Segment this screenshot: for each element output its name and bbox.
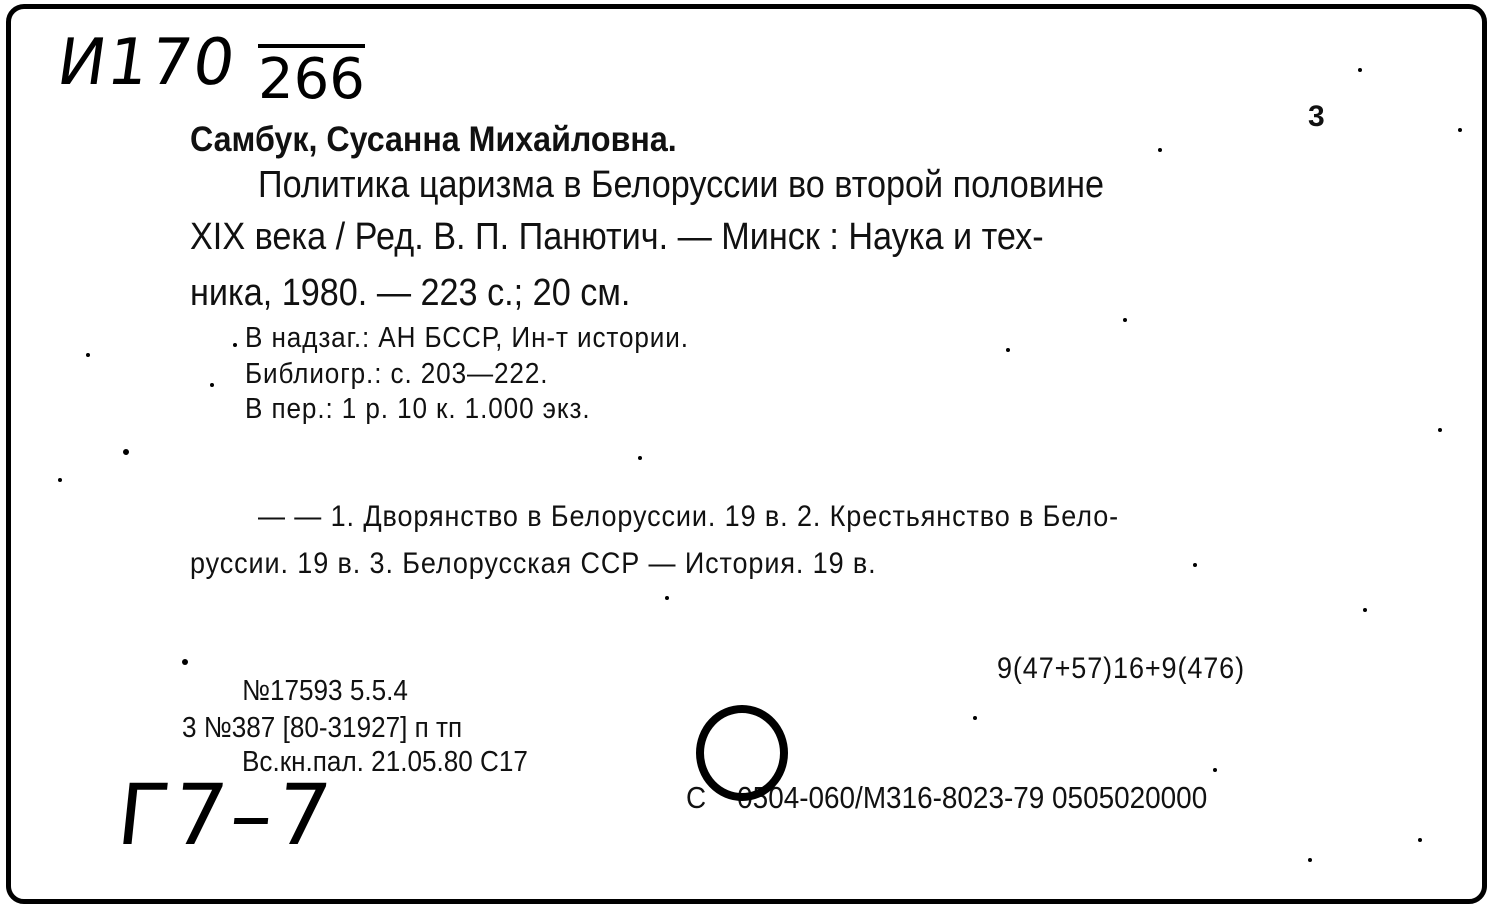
card-number: 3 xyxy=(1308,100,1325,133)
print-info-line-2: 3 №387 [80-31927] п тп xyxy=(182,712,463,744)
note-line-2: Библиогр.: с. 203—222. xyxy=(245,358,549,390)
subjects-line-2: руссии. 19 в. 3. Белорусская ССР — История. 19 в. xyxy=(190,547,877,580)
title-line-2: XIX века / Ред. В. П. Панютич. — Минск : Наука и тех- xyxy=(190,216,1044,258)
print-info-line-3: Вс.кн.пал. 21.05.80 С17 xyxy=(242,746,528,778)
subjects-line-1: — — 1. Дворянство в Белоруссии. 19 в. 2. Крестьянство в Бело- xyxy=(258,500,1120,533)
title-line-3: ника, 1980. — 223 с.; 20 см. xyxy=(190,272,631,314)
handwritten-shelf-code: И170 xyxy=(52,26,242,100)
title-line-1: Политика царизма в Белоруссии во второй половине xyxy=(258,164,1104,206)
classification-index: 9(47+57)16+9(476) xyxy=(997,652,1245,685)
publisher-code: С 0504-060/М316-8023-79 0505020000 xyxy=(686,780,1208,815)
note-line-3: В пер.: 1 р. 10 к. 1.000 экз. xyxy=(245,393,591,425)
handwritten-number: 266 xyxy=(258,44,365,110)
print-info-line-1: №17593 5.5.4 xyxy=(242,675,408,707)
note-line-1: В надзаг.: АН БССР, Ин-т истории. xyxy=(245,322,689,354)
handwritten-bottom-code: Г7–7 xyxy=(112,766,340,864)
author-heading: Самбук, Сусанна Михайловна. xyxy=(190,120,677,159)
